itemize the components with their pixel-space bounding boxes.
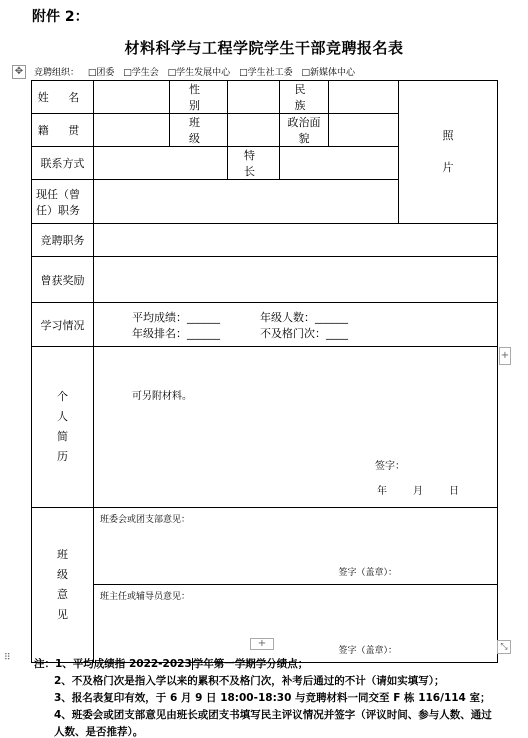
class-opinion-label — [32, 508, 94, 663]
advisor-opinion-field[interactable] — [94, 585, 498, 663]
add-row-icon[interactable]: + — [250, 638, 274, 650]
resume-label — [32, 347, 94, 508]
add-column-icon[interactable]: + — [499, 347, 511, 365]
resume-char-1: 个 — [57, 390, 68, 403]
option-fazhanzhongxin[interactable]: □学生发展中心 — [167, 68, 231, 78]
ethnicity-label: 民 族 — [280, 81, 329, 114]
name-field[interactable] — [94, 81, 170, 114]
origin-field[interactable] — [94, 114, 170, 147]
ethnicity-field[interactable] — [329, 81, 399, 114]
gender-label: 性 别 — [170, 81, 228, 114]
committee-sign-label: 签字（盖章）： — [338, 568, 397, 578]
current-post-label: 现任（曾任）职务 — [32, 180, 94, 224]
grade-count: 年级人数：______ — [260, 310, 348, 324]
page-title: 材料科学与工程学院学生干部竞聘报名表 — [124, 39, 404, 57]
resume-char-2: 人 — [57, 410, 68, 423]
resume-date — [377, 482, 459, 497]
resume-field[interactable] — [94, 347, 498, 508]
opinion-char-3: 意 — [57, 588, 68, 601]
study-line-1 — [98, 309, 493, 325]
current-post-field[interactable] — [94, 180, 399, 224]
application-form-table — [31, 80, 498, 663]
resume-note: 可另附材料。 — [132, 391, 192, 402]
name-label: 姓 名 — [32, 81, 94, 114]
option-tuanwei[interactable]: □团委 — [87, 68, 115, 78]
resume-char-3: 简 — [57, 430, 68, 443]
class-label: 班 级 — [170, 114, 228, 147]
political-field[interactable] — [329, 114, 399, 147]
resume-sign-label: 签字： — [375, 461, 405, 472]
table-move-handle-icon[interactable]: ✥ — [12, 65, 26, 79]
opinion-char-2: 级 — [57, 568, 68, 581]
paragraph-drag-icon[interactable]: ⠿ — [4, 653, 11, 663]
opinion-char-4: 见 — [57, 608, 68, 621]
advisor-sign-label: 签字（盖章）： — [338, 646, 397, 656]
organization-options — [34, 65, 361, 78]
committee-opinion-field[interactable] — [94, 508, 498, 585]
target-post-field[interactable] — [94, 224, 498, 257]
table-resize-icon[interactable]: ⤡ — [497, 640, 511, 654]
fail-count: 不及格门次：____ — [260, 326, 348, 340]
organization-label: 竞聘组织： — [34, 68, 80, 78]
opinion-char-1: 班 — [57, 548, 68, 561]
study-field[interactable] — [94, 303, 498, 347]
date-day: 日 — [449, 486, 459, 497]
contact-label: 联系方式 — [32, 147, 94, 180]
awards-field[interactable] — [94, 257, 498, 303]
photo-label-1: 照 — [442, 129, 454, 142]
note-1-part-b: 学年第一学期学分绩点； — [192, 658, 309, 670]
avg-score: 平均成绩：______ — [132, 310, 220, 324]
attachment-label: 附件 2： — [32, 9, 89, 25]
note-4: 4、班委会或团支部意见由班长或团支书填写民主评议情况并签字（评议时间、参与人数、通过人数、是否推荐）。 — [54, 709, 492, 738]
advisor-opinion-label: 班主任或辅导员意见： — [100, 592, 191, 602]
political-label: 政治面貌 — [280, 114, 329, 147]
notes-section — [34, 656, 494, 738]
date-year: 年 — [377, 486, 387, 497]
note-1 — [34, 656, 494, 673]
gender-field[interactable] — [228, 81, 280, 114]
awards-label: 曾获奖励 — [32, 257, 94, 303]
resume-char-4: 历 — [57, 450, 68, 463]
option-xinmeiti[interactable]: □新媒体中心 — [301, 68, 355, 78]
date-month: 月 — [413, 486, 423, 497]
contact-field[interactable] — [94, 147, 228, 180]
specialty-field[interactable] — [280, 147, 399, 180]
specialty-label: 特 长 — [228, 147, 280, 180]
notes-prefix: 注： — [34, 658, 55, 670]
target-post-label: 竞聘职务 — [32, 224, 94, 257]
note-3: 3、报名表复印有效，于 6 月 9 日 18:00-18:30 与竞聘材料一同交至 F 栋 116/114 室； — [54, 692, 491, 704]
class-field[interactable] — [228, 114, 280, 147]
option-shegongwei[interactable]: □学生社工委 — [239, 68, 293, 78]
grade-rank: 年级排名：______ — [132, 326, 220, 340]
photo-label-2: 片 — [442, 161, 454, 174]
photo-box[interactable] — [399, 81, 498, 224]
study-label: 学习情况 — [32, 303, 94, 347]
origin-label: 籍 贯 — [32, 114, 94, 147]
note-2: 2、不及格门次是指入学以来的累积不及格门次，补考后通过的不计（请如实填写）； — [54, 675, 445, 687]
note-1-part-a: 1、平均成绩指 2022-2023 — [55, 658, 192, 670]
committee-opinion-label: 班委会或团支部意见： — [100, 515, 191, 525]
option-xueshenghui[interactable]: □学生会 — [123, 68, 159, 78]
study-line-2 — [98, 325, 493, 341]
